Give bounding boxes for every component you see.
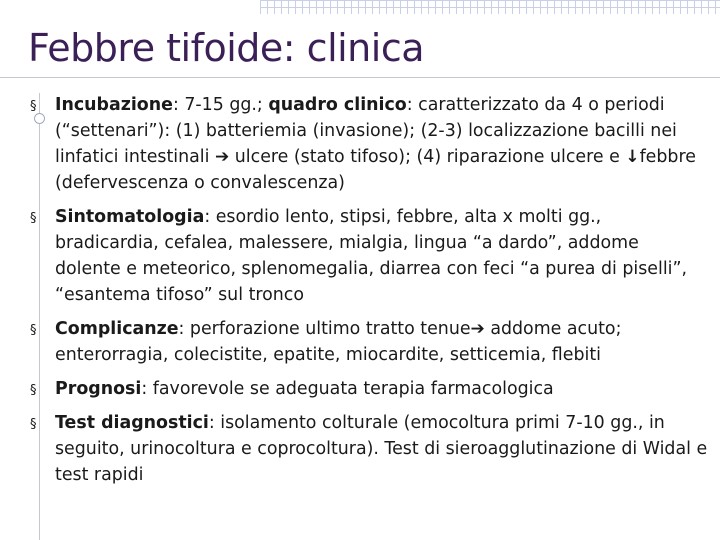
term-quadro-clinico: quadro clinico [268, 95, 407, 115]
text-incubazione-2: : caratterizzato da 4 o periodi (“settenari”): (1) batteriemia (invasione); (2-3) localizzazione bacilli nei linfatici intestinali [55, 95, 677, 167]
term-complicanze: Complicanze [55, 319, 179, 339]
text-complicanze-2: addome acuto; enterorragia, colecistite, epatite, miocardite, setticemia, flebiti [55, 319, 622, 365]
text-test-diagnostici: : isolamento colturale (emocoltura primi 7-10 gg., in seguito, urinocoltura e coprocoltura). Test di sieroagglutinazione di Widal e test rapidi [55, 413, 708, 485]
arrow-right-icon: ➔ [215, 147, 230, 167]
term-prognosi: Prognosi [55, 379, 142, 399]
slide-title: Febbre tifoide: clinica [28, 26, 424, 70]
bullet-icon: § [30, 417, 37, 432]
bullet-icon: § [30, 99, 37, 114]
bullet-icon: § [30, 211, 37, 226]
text-complicanze-1: : perforazione ultimo tratto tenue [178, 319, 471, 339]
term-sintomatologia: Sintomatologia [55, 207, 205, 227]
term-incubazione: Incubazione [55, 95, 173, 115]
text-incubazione-4: febbre (defervescenza o convalescenza) [55, 147, 696, 193]
list-item-prognosi [30, 376, 710, 402]
list-item-complicanze [30, 316, 710, 368]
arrow-right-icon: ➔ [470, 319, 485, 339]
text-prognosi: : favorevole se adeguata terapia farmacologica [141, 379, 554, 399]
list-item-test-diagnostici [30, 410, 710, 488]
text-incubazione-1: : 7-15 gg.; [172, 95, 269, 115]
bullet-icon: § [30, 383, 37, 398]
bullet-icon: § [30, 323, 37, 338]
list-item-sintomatologia [30, 204, 710, 308]
text-sintomatologia: : esordio lento, stipsi, febbre, alta x molti gg., bradicardia, cefalea, malessere, mialgia, lingua “a dardo”, addome dolente e meteorico, splenomegalia, diarrea con feci “a purea di piselli”, “esantema tifoso” sul tronco [55, 207, 688, 305]
bullet-list [30, 92, 710, 496]
text-incubazione-3: ulcere (stato tifoso); (4) riparazione ulcere e [229, 147, 626, 167]
arrow-down-icon: ↓ [625, 147, 640, 167]
list-item-incubazione [30, 92, 710, 196]
term-test-diagnostici: Test diagnostici [55, 413, 209, 433]
horizontal-rule [0, 77, 720, 78]
grid-decoration [260, 0, 720, 14]
